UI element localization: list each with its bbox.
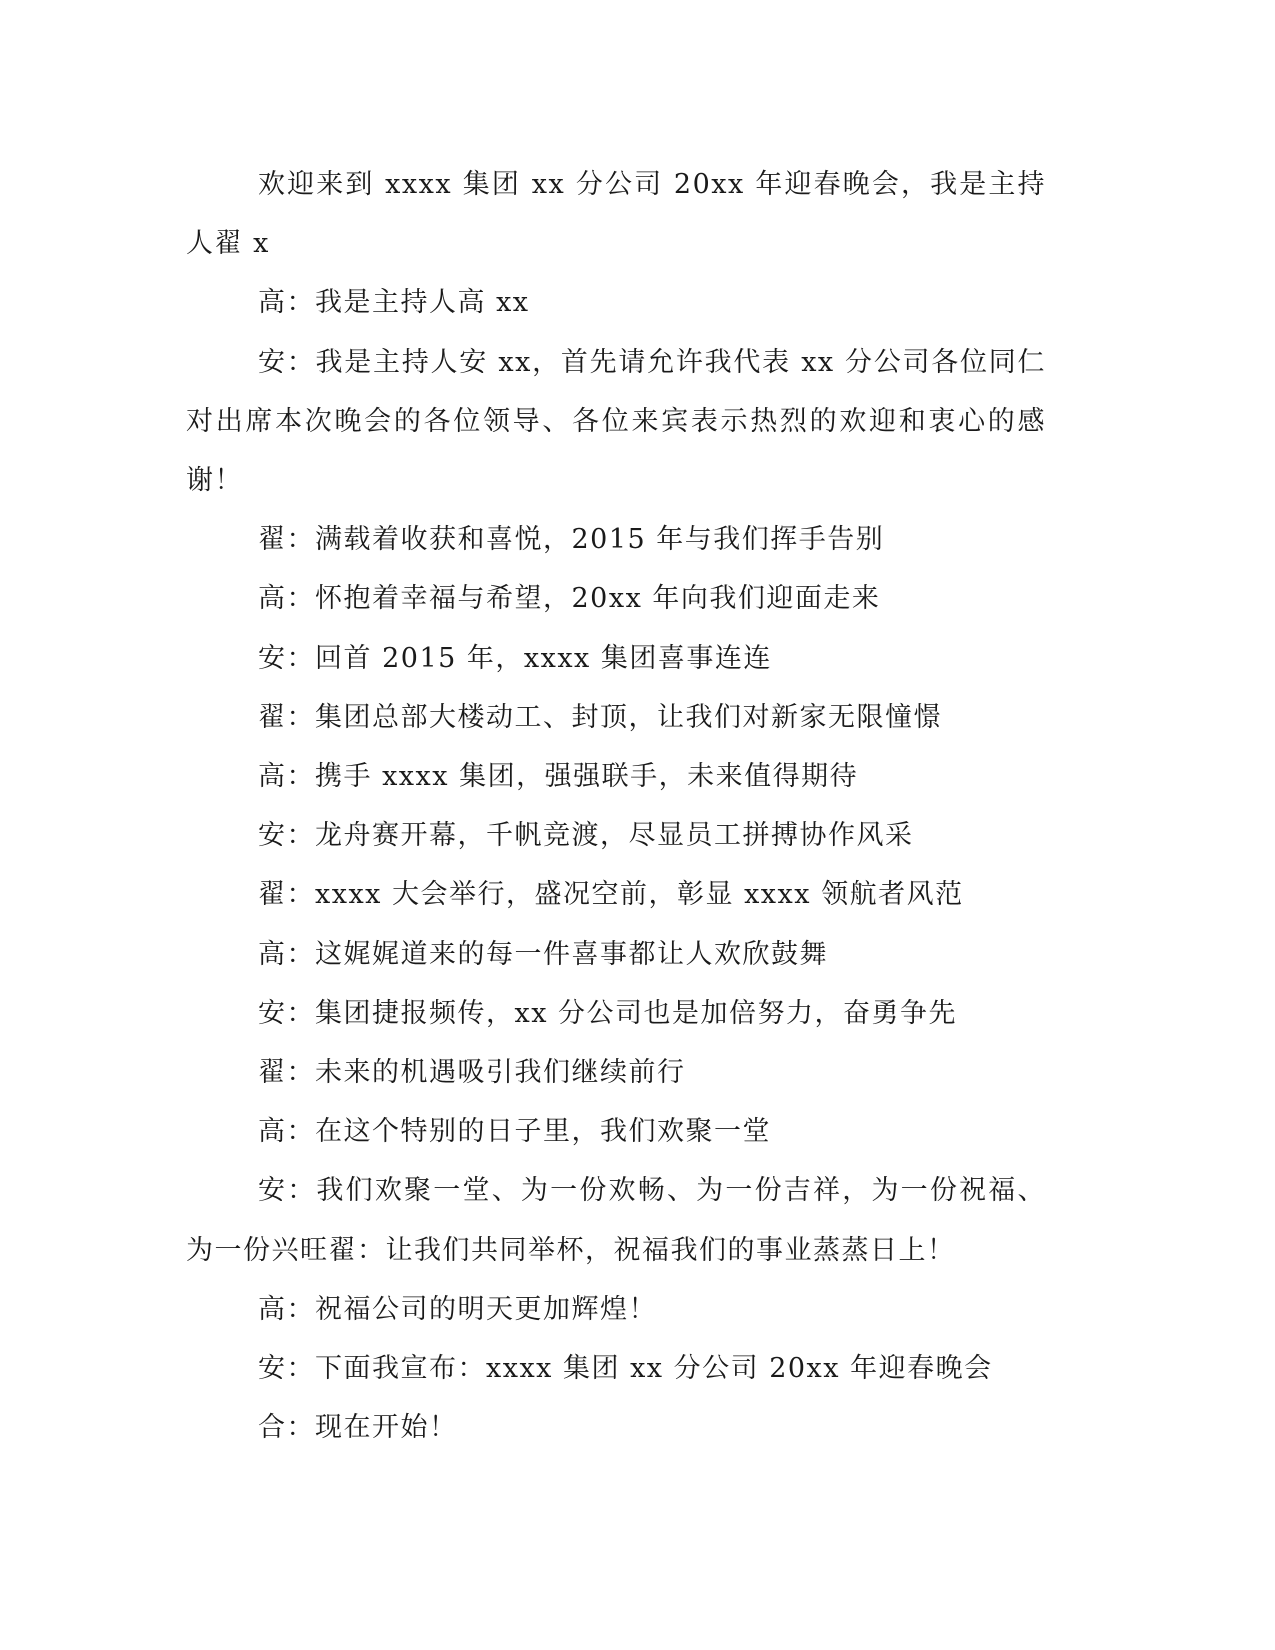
- paragraph-line: 安：下面我宣布：xxxx 集团 xx 分公司 20xx 年迎春晚会: [258, 1353, 993, 1385]
- paragraph-line: 高：这娓娓道来的每一件喜事都让人欢欣鼓舞: [258, 938, 828, 970]
- paragraph-line: 安：龙舟赛开幕，千帆竞渡，尽显员工拼搏协作风采: [258, 820, 914, 852]
- paragraph-gao-intro: 高：我是主持人高 xx: [258, 287, 530, 319]
- paragraph-closing: 合：现在开始！: [258, 1412, 458, 1444]
- paragraph-line: 安：集团捷报频传，xx 分公司也是加倍努力，奋勇争先: [258, 997, 958, 1029]
- paragraph-line: 高：祝福公司的明天更加辉煌！: [258, 1293, 657, 1325]
- paragraph-line: 翟：满载着收获和喜悦，2015 年与我们挥手告别: [258, 524, 885, 556]
- paragraph-line: 安：回首 2015 年，xxxx 集团喜事连连: [258, 642, 772, 674]
- paragraph-line: 翟：未来的机遇吸引我们继续前行: [258, 1057, 686, 1089]
- paragraph-line: 翟：xxxx 大会举行，盛况空前，彰显 xxxx 领航者风范: [258, 879, 964, 911]
- paragraph-line: 高：怀抱着幸福与希望，20xx 年向我们迎面走来: [258, 583, 881, 615]
- paragraph-line: 翟：集团总部大楼动工、封顶，让我们对新家无限憧憬: [258, 701, 942, 733]
- document-body: [186, 155, 1046, 1457]
- paragraph-an-intro: 安：我是主持人安 xx，首先请允许我代表 xx 分公司各位同仁对出席本次晚会的各位领导、各位来宾表示热烈的欢迎和衷心的感谢！: [186, 346, 1046, 497]
- paragraph-line: 高：在这个特别的日子里，我们欢聚一堂: [258, 1116, 771, 1148]
- paragraph-line: 高：携手 xxxx 集团，强强联手，未来值得期待: [258, 761, 859, 793]
- paragraph-opening: 欢迎来到 xxxx 集团 xx 分公司 20xx 年迎春晚会，我是主持人翟 x: [186, 169, 1046, 260]
- paragraph-line: 安：我们欢聚一堂、为一份欢畅、为一份吉祥，为一份祝福、为一份兴旺翟：让我们共同举杯，祝福我们的事业蒸蒸日上！: [186, 1175, 1046, 1266]
